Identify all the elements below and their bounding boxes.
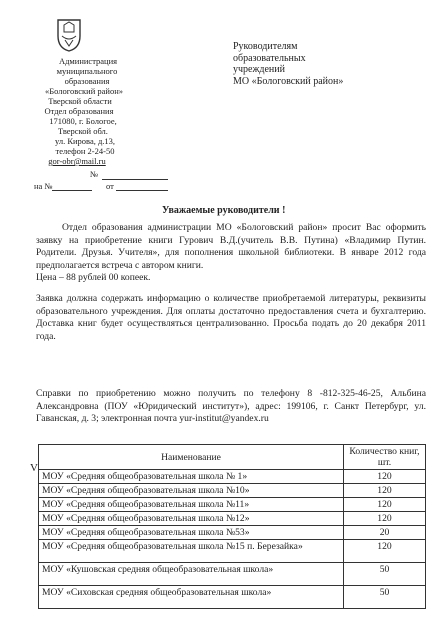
recipient-line: Руководителям xyxy=(233,41,298,52)
recipient-block xyxy=(233,41,343,87)
sender-block xyxy=(18,56,128,166)
table-header-qty: Количество книг, шт. xyxy=(344,445,426,470)
number-prefix: № xyxy=(90,169,99,179)
table-row xyxy=(39,470,426,484)
table-header-name: Наименование xyxy=(39,445,344,470)
book-count: 120 xyxy=(344,540,426,563)
outgoing-number xyxy=(90,169,98,179)
margin-check-mark: V xyxy=(30,462,38,474)
date-underline xyxy=(116,190,168,191)
schools-table xyxy=(38,444,426,609)
school-name: МОУ «Средняя общеобразовательная школа №12» xyxy=(39,512,344,526)
paragraph-contacts: Справки по приобретению можно получить по телефону 8 -812-325-46-25, Альбина Александровна (ПОУ «Юридический институт»), адрес: 199106, г. Санкт Петербург, ул. Гаванская, д. 3; электронная почта yur-institut@yandex.ru xyxy=(36,388,426,424)
table-row xyxy=(39,484,426,498)
book-count: 120 xyxy=(344,512,426,526)
number-underline xyxy=(102,179,168,180)
table-header-row xyxy=(39,445,426,470)
table-row xyxy=(39,540,426,563)
school-name: МОУ «Сиховская средняя общеобразовательная школа» xyxy=(39,586,344,609)
reference-underline xyxy=(52,190,92,191)
school-name: МОУ «Средняя общеобразовательная школа №15 п. Березайка» xyxy=(39,540,344,563)
table-row xyxy=(39,512,426,526)
table-row xyxy=(39,498,426,512)
reference-line xyxy=(34,181,53,191)
sender-email: gor-obr@mail.ru xyxy=(48,156,106,166)
sender-line: Тверской области xyxy=(48,96,112,106)
book-count: 120 xyxy=(344,470,426,484)
sender-line: 171080, г. Бологое, Тверской обл. xyxy=(49,116,117,136)
book-count: 50 xyxy=(344,586,426,609)
reference-prefix: на № xyxy=(34,181,53,191)
school-name: МОУ «Средняя общеобразовательная школа №53» xyxy=(39,526,344,540)
book-count: 50 xyxy=(344,563,426,586)
recipient-line: образовательных xyxy=(233,52,306,64)
paragraph-request xyxy=(36,222,426,272)
paragraph-order-details: Заявка должна содержать информацию о количестве приобретаемой литературы, реквизиты образовательного учреждения. Для оплаты достаточно предоставления счета и бухгалтерию. Доставка книг будет осуществляться централизованно. Просьба подать до 20 декабря 2011 года. xyxy=(36,293,426,342)
sender-line: Администрация xyxy=(58,56,118,66)
table-row xyxy=(39,563,426,586)
book-count: 20 xyxy=(344,526,426,540)
salutation: Уважаемые руководители ! xyxy=(162,205,286,216)
reference-date-label: от xyxy=(106,181,114,191)
school-name: МОУ «Кушовская средняя общеобразовательная школа» xyxy=(39,563,344,586)
paragraph-text: Отдел образования администрации МО «Бологовский район» просит Вас оформить заявку на приобретение книги Гурович В.Д.(учитель В.В. Путина) «Владимир Путин. Родители. Друзья. Учителя», для пополнения школьной библиотеки. В январе 2012 года предполагается встреча с автором книги. xyxy=(36,222,426,271)
sender-line: Отдел образования xyxy=(44,106,114,116)
school-name: МОУ «Средняя общеобразовательная школа №10» xyxy=(39,484,344,498)
sender-line: «Бологовский район» xyxy=(45,86,123,96)
sender-line: ул. Кирова, д.13, телефон 2-24-50 xyxy=(54,136,116,156)
book-count: 120 xyxy=(344,498,426,512)
table-row xyxy=(39,586,426,609)
coat-of-arms-icon xyxy=(56,18,82,52)
school-name: МОУ «Средняя общеобразовательная школа №11» xyxy=(39,498,344,512)
book-count: 120 xyxy=(344,484,426,498)
table-row xyxy=(39,526,426,540)
recipient-line: МО «Бологовский район» xyxy=(233,75,344,87)
paragraph-price: Цена – 88 рублей 00 копеек. xyxy=(36,272,151,283)
sender-line: муниципального образования xyxy=(56,66,118,86)
recipient-line: учреждений xyxy=(233,64,285,75)
school-name: МОУ «Средняя общеобразовательная школа № 1» xyxy=(39,470,344,484)
